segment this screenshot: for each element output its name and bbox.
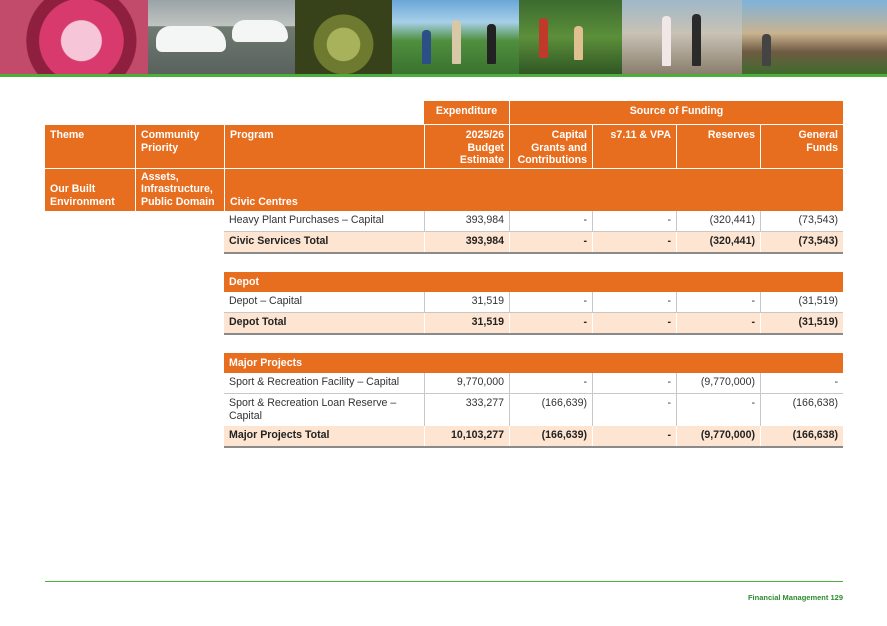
civic-services-total-row [224, 232, 843, 254]
header-expenditure: Expenditure [424, 101, 509, 124]
table-row [224, 292, 843, 313]
s711-vpa-cell: - [592, 211, 676, 231]
capital-grants-cell: - [509, 373, 592, 393]
budget-cell: 9,770,000 [424, 373, 509, 393]
section-depot: Depot [224, 272, 843, 292]
header-budget-estimate: 2025/26 Budget Estimate [424, 124, 509, 168]
table-header-row [45, 124, 843, 168]
total-capital-grants: (166,639) [509, 426, 592, 446]
total-s711-vpa: - [592, 426, 676, 446]
total-s711-vpa: - [592, 232, 676, 252]
header-reserves: Reserves [676, 124, 760, 168]
photo-children-reading [0, 0, 148, 74]
header-capital-grants: Capital Grants and Contributions [509, 124, 592, 168]
general-funds-cell: (31,519) [760, 292, 843, 312]
general-funds-cell: (166,638) [760, 394, 843, 426]
total-capital-grants: - [509, 313, 592, 333]
s711-vpa-cell: - [592, 394, 676, 426]
photo-community-garden [519, 0, 622, 74]
total-label: Depot Total [224, 313, 424, 333]
total-label: Civic Services Total [224, 232, 424, 252]
table-row [224, 373, 843, 394]
budget-cell: 31,519 [424, 292, 509, 312]
section-depot-row [224, 272, 843, 292]
general-funds-cell: (73,543) [760, 211, 843, 231]
table-header-group-row [45, 101, 843, 124]
budget-cell: 393,984 [424, 211, 509, 231]
capital-grants-cell: - [509, 292, 592, 312]
header-program: Program [224, 124, 424, 168]
total-general-funds: (73,543) [760, 232, 843, 252]
major-projects-total-row [224, 426, 843, 448]
section-major-projects: Major Projects [224, 353, 843, 373]
program-cell: Heavy Plant Purchases – Capital [229, 214, 384, 226]
total-label: Major Projects Total [224, 426, 424, 446]
total-reserves: - [676, 313, 760, 333]
total-reserves: (320,441) [676, 232, 760, 252]
general-funds-cell: - [760, 373, 843, 393]
section-civic-centres: Civic Centres [224, 169, 843, 211]
total-budget: 31,519 [424, 313, 509, 333]
program-cell: Sport & Recreation Facility – Capital [229, 376, 400, 388]
budget-table [45, 101, 843, 448]
page-footer: Financial Management 129 [747, 593, 843, 602]
header-source-of-funding: Source of Funding [509, 101, 843, 124]
reserves-cell: (9,770,000) [676, 373, 760, 393]
reserves-cell: - [676, 394, 760, 426]
total-budget: 10,103,277 [424, 426, 509, 446]
program-cell: Depot – Capital [229, 295, 303, 307]
s711-vpa-cell: - [592, 292, 676, 312]
table-row [224, 211, 843, 232]
total-general-funds: (31,519) [760, 313, 843, 333]
section-major-projects-row [224, 353, 843, 373]
reserves-cell: (320,441) [676, 211, 760, 231]
total-budget: 393,984 [424, 232, 509, 252]
photo-banner [0, 0, 887, 74]
photo-family-park-games [392, 0, 519, 74]
s711-vpa-cell: - [592, 373, 676, 393]
capital-grants-cell: - [509, 211, 592, 231]
photo-cafe-building [742, 0, 887, 74]
header-general-funds: General Funds [760, 124, 843, 168]
depot-total-row [224, 313, 843, 335]
photo-electric-cars-charging [148, 0, 295, 74]
community-priority-value: Assets, Infrastructure, Public Domain [135, 169, 224, 211]
total-capital-grants: - [509, 232, 592, 252]
header-community-priority: Community Priority [135, 124, 224, 168]
total-general-funds: (166,638) [760, 426, 843, 446]
reserves-cell: - [676, 292, 760, 312]
theme-value: Our Built Environment [45, 169, 135, 211]
total-s711-vpa: - [592, 313, 676, 333]
banner-divider [0, 74, 887, 77]
photo-family-street [622, 0, 742, 74]
budget-cell: 333,277 [424, 394, 509, 426]
capital-grants-cell: (166,639) [509, 394, 592, 426]
photo-frog [295, 0, 392, 74]
total-reserves: (9,770,000) [676, 426, 760, 446]
header-theme: Theme [45, 124, 135, 168]
program-cell: Sport & Recreation Loan Reserve – Capital [229, 397, 397, 422]
footer-divider [45, 581, 843, 582]
header-s711-vpa: s7.11 & VPA [592, 124, 676, 168]
table-row [224, 394, 843, 426]
theme-row [45, 168, 843, 211]
